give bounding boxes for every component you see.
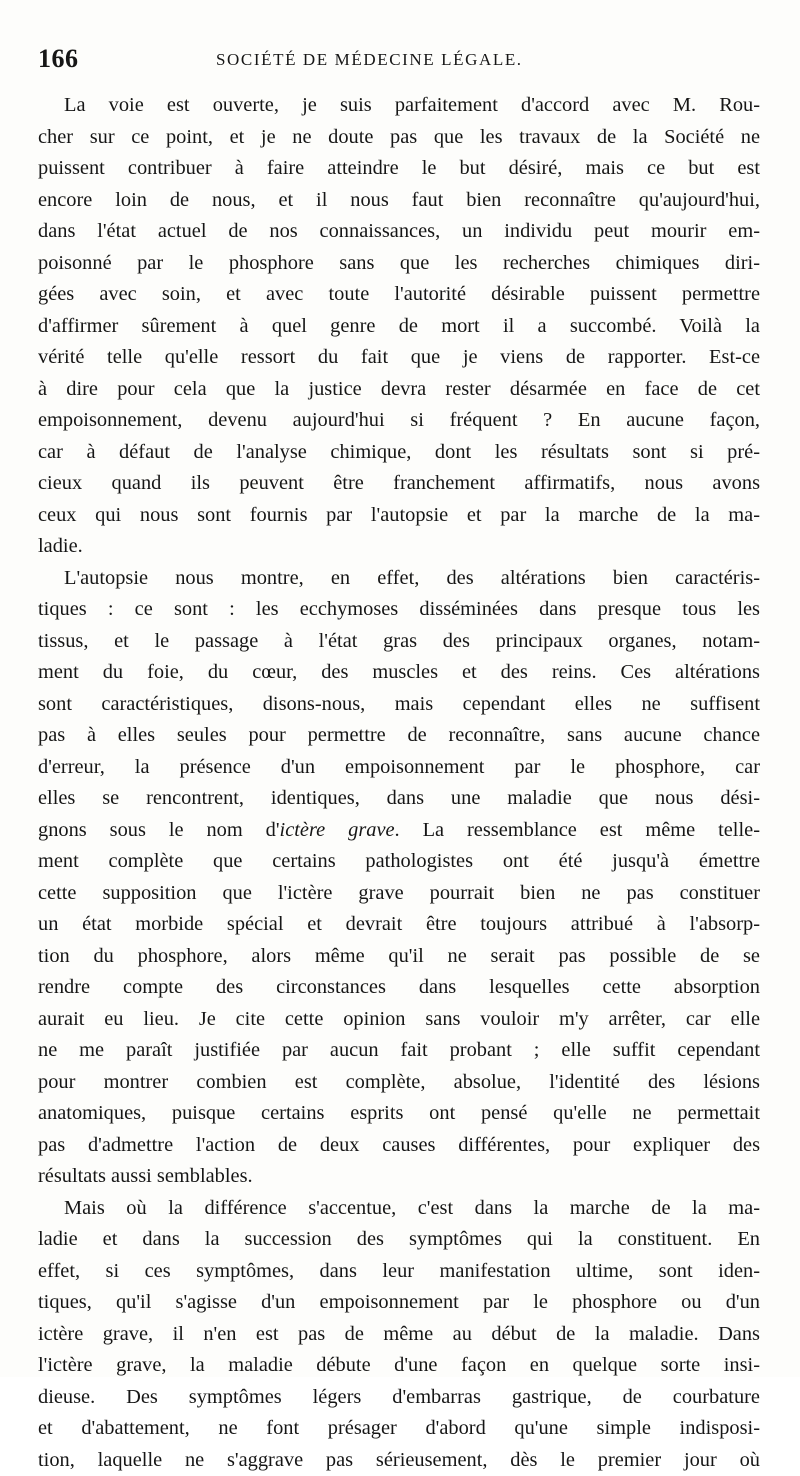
text-line: ceux qui nous sont fournis par l'autopsie et par la marche de la ma-: [38, 500, 760, 532]
text-line: gnons sous le nom d'ictère grave. La ressemblance est même telle-: [38, 815, 760, 847]
text-line: tiques : ce sont : les ecchymoses disséminées dans presque tous les: [38, 594, 760, 626]
text-line: elles se rencontrent, identiques, dans une maladie que nous dési-: [38, 783, 760, 815]
text-line: anatomiques, puisque certains esprits ont pensé qu'elle ne permettait: [38, 1098, 760, 1130]
text-line: à dire pour cela que la justice devra rester désarmée en face de cet: [38, 374, 760, 406]
text-line: tiques, qu'il s'agisse d'un empoisonnement par le phosphore ou d'un: [38, 1287, 760, 1319]
text-line: ment du foie, du cœur, des muscles et des reins. Ces altérations: [38, 657, 760, 689]
text-line: ictère grave, il n'en est pas de même au début de la maladie. Dans: [38, 1319, 760, 1351]
text-line: dieuse. Des symptômes légers d'embarras gastrique, de courbature: [38, 1382, 760, 1414]
text-line: pas à elles seules pour permettre de reconnaître, sans aucune chance: [38, 720, 760, 752]
text-line: puissent contribuer à faire atteindre le but désiré, mais ce but est: [38, 153, 760, 185]
text-line: vérité telle qu'elle ressort du fait que je viens de rapporter. Est-ce: [38, 342, 760, 374]
text-line: un état morbide spécial et devrait être toujours attribué à l'absorp-: [38, 909, 760, 941]
text-line: poisonné par le phosphore sans que les recherches chimiques diri-: [38, 248, 760, 280]
text-line: gées avec soin, et avec toute l'autorité désirable puissent permettre: [38, 279, 760, 311]
text-line: et d'abattement, ne font présager d'abord qu'une simple indisposi-: [38, 1413, 760, 1445]
text-line: tissus, et le passage à l'état gras des principaux organes, notam-: [38, 626, 760, 658]
text-line: cher sur ce point, et je ne doute pas que les travaux de la Société ne: [38, 122, 760, 154]
text-line: pas d'admettre l'action de deux causes différentes, pour expliquer des: [38, 1130, 760, 1162]
text-line: résultats aussi semblables.: [38, 1161, 760, 1193]
paragraph-1: [38, 90, 760, 563]
text-line: aurait eu lieu. Je cite cette opinion sans vouloir m'y arrêter, car elle: [38, 1004, 760, 1036]
text-line: car à défaut de l'analyse chimique, dont les résultats sont si pré-: [38, 437, 760, 469]
text-line: ladie et dans la succession des symptômes qui la constituent. En: [38, 1224, 760, 1256]
text-line: ne me paraît justifiée par aucun fait probant ; elle suffit cependant: [38, 1035, 760, 1067]
text-line: ment complète que certains pathologistes ont été jusqu'à émettre: [38, 846, 760, 878]
text-line: sont caractéristiques, disons-nous, mais cependant elles ne suffisent: [38, 689, 760, 721]
text-line: d'affirmer sûrement à quel genre de mort il a succombé. Voilà la: [38, 311, 760, 343]
text-line: Mais où la différence s'accentue, c'est dans la marche de la ma-: [38, 1193, 760, 1225]
text-line: pour montrer combien est complète, absolue, l'identité des lésions: [38, 1067, 760, 1099]
text-line: rendre compte des circonstances dans lesquelles cette absorption: [38, 972, 760, 1004]
text-line: encore loin de nous, et il nous faut bien reconnaître qu'aujourd'hui,: [38, 185, 760, 217]
text-line: l'ictère grave, la maladie débute d'une façon en quelque sorte insi-: [38, 1350, 760, 1382]
text-line: L'autopsie nous montre, en effet, des altérations bien caractéris-: [38, 563, 760, 595]
body-text: [38, 90, 760, 1476]
italic-term: ictère grave: [280, 819, 395, 841]
text-line: tion du phosphore, alors même qu'il ne serait pas possible de se: [38, 941, 760, 973]
text-line: empoisonnement, devenu aujourd'hui si fréquent ? En aucune façon,: [38, 405, 760, 437]
text-line: d'erreur, la présence d'un empoisonnement par le phosphore, car: [38, 752, 760, 784]
text-line: La voie est ouverte, je suis parfaitement d'accord avec M. Rou-: [38, 90, 760, 122]
text-line: tion, laquelle ne s'aggrave pas sérieusement, dès le premier jour où: [38, 1445, 760, 1476]
text-line: dans l'état actuel de nos connaissances, un individu peut mourir em-: [38, 216, 760, 248]
page-header: [38, 44, 758, 80]
running-head: SOCIÉTÉ DE MÉDECINE LÉGALE.: [216, 50, 523, 70]
paragraph-2: [38, 563, 760, 1193]
text-line: effet, si ces symptômes, dans leur manifestation ultime, sont iden-: [38, 1256, 760, 1288]
text-line: ladie.: [38, 531, 760, 563]
paragraph-3: [38, 1193, 760, 1476]
text-line: cieux quand ils peuvent être franchement affirmatifs, nous avons: [38, 468, 760, 500]
text-line: cette supposition que l'ictère grave pourrait bien ne pas constituer: [38, 878, 760, 910]
page-number: 166: [38, 44, 79, 74]
